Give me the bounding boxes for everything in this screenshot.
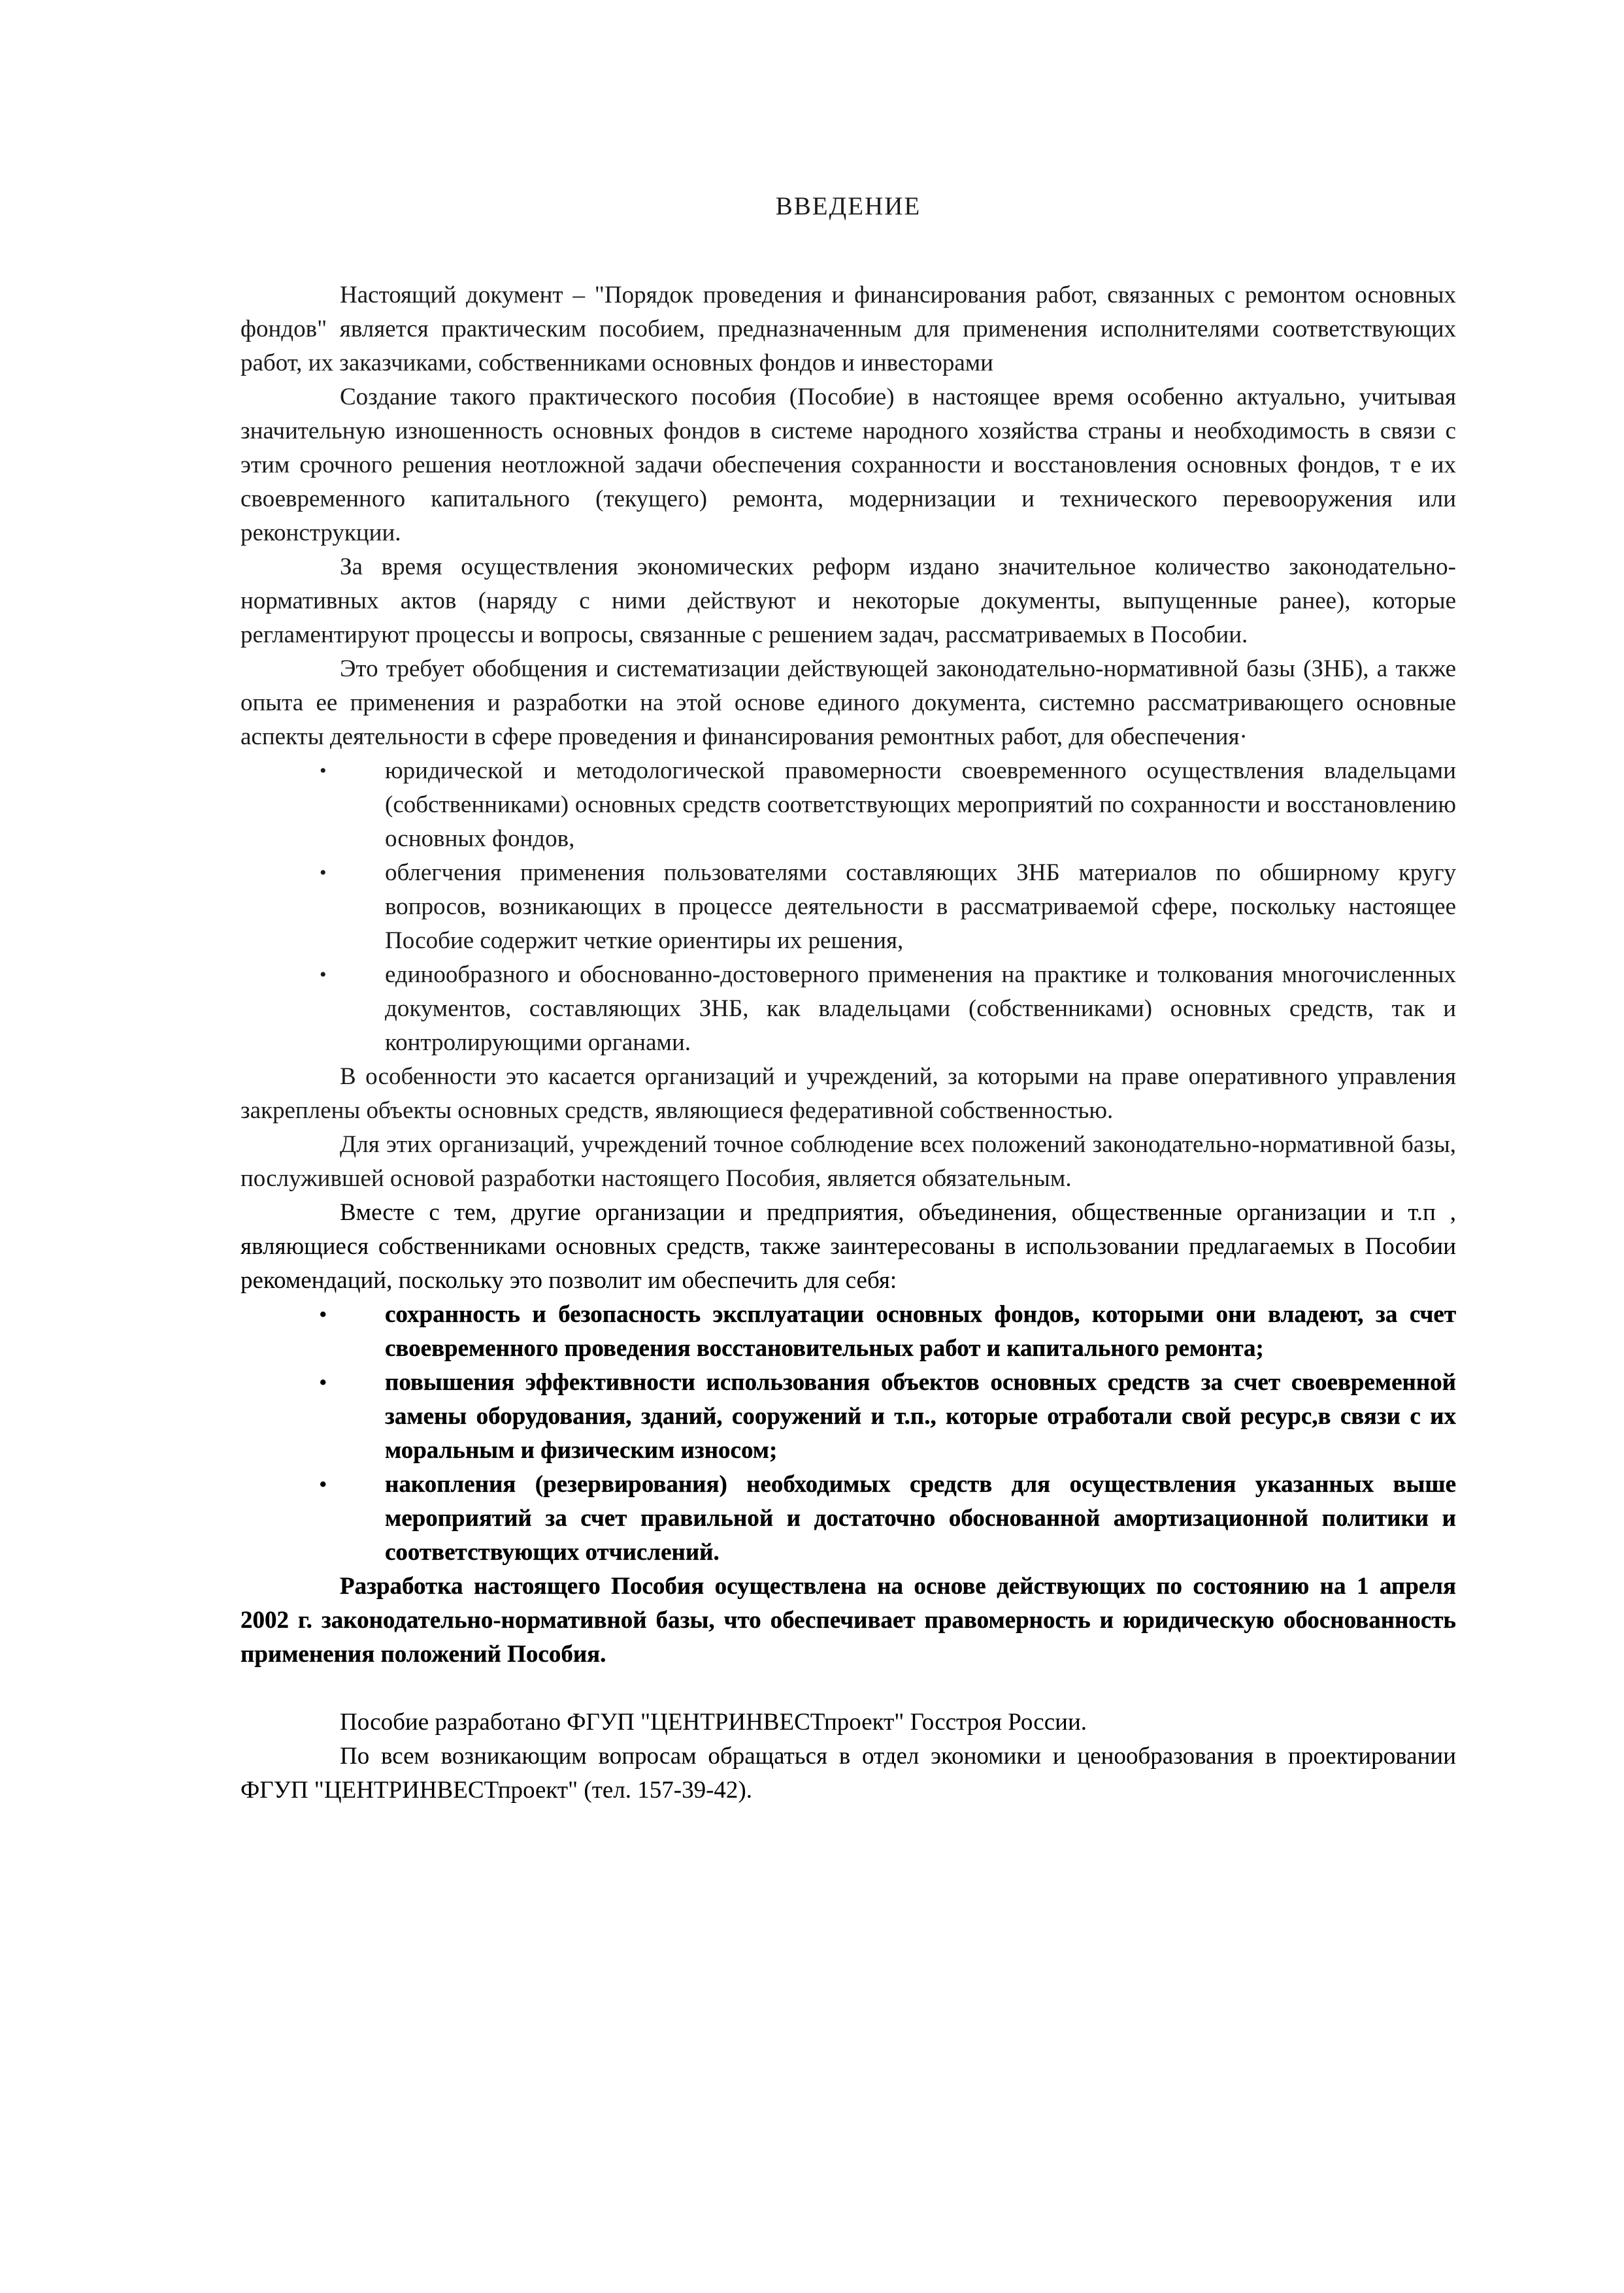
paragraph-developer: Пособие разработано ФГУП "ЦЕНТРИНВЕСТпроект" Госстроя России. <box>340 1709 1087 1736</box>
paragraph-relevance: Создание такого практического пособия (Пособие) в настоящее время особенно актуально, учитывая значительную изношенность основных фондов в системе народного хозяйства страны и необходимость в связи с этим срочного решения неотложной задачи обеспечения сохранности и восстановления основных фондов, т е их своевременного капитального (текущего) ремонта, модернизации и технического перевооружения или реконструкции. <box>240 384 1456 546</box>
list-item <box>320 958 1456 1060</box>
list-item <box>320 1468 1456 1570</box>
bullet-icon: • <box>320 862 327 883</box>
paragraph-basis: Разработка настоящего Пособия осуществлена на основе действующих по состоянию на 1 апреля 2002 г. законодательно-нормативной базы, что обеспечивает правомерность и юридическую обоснованность применения положений Пособия. <box>240 1573 1456 1668</box>
paragraph-systematization: Это требует обобщения и систематизации действующей законодательно-нормативной базы (ЗНБ), а также опыта ее применения и разработки на этой основе единого документа, системно рассматривающего основные аспекты деятельности в сфере проведения и финансирования ремонтных работ, для обеспечения· <box>240 655 1456 750</box>
list-item <box>320 754 1456 856</box>
benefits-list <box>240 1298 1456 1570</box>
list-item-text: повышения эффективности использования объектов основных средств за счет своевременной замены оборудования, зданий, сооружений и т.п., которые отработали свой ресурс,в связи с их моральным и физическим износом; <box>385 1369 1456 1464</box>
list-item-text: облегчения применения пользователями составляющих ЗНБ материалов по обширному кругу вопросов, возникающих в процессе деятельности в рассматриваемой сфере, поскольку настоящее Пособие содержит четкие ориентиры их решения, <box>385 859 1456 954</box>
bullet-icon: • <box>320 1474 327 1495</box>
page-title: ВВЕДЕНИЕ <box>775 192 921 220</box>
paragraph-reforms: За время осуществления экономических реформ издано значительное количество законодательно-нормативных актов (наряду с ними действуют и некоторые документы, выпущенные ранее), которые регламентируют процессы и вопросы, связанные с решением задач, рассматриваемых в Пособии. <box>240 553 1456 648</box>
paragraph-others: Вместе с тем, другие организации и предприятия, объединения, общественные организации и т.п , являющиеся собственниками основных средств, также заинтересованы в использовании предлагаемых в Пособии рекомендаций, поскольку это позволит им обеспечить для себя: <box>240 1199 1456 1294</box>
list-item-text: единообразного и обоснованно-достоверного применения на практике и толкования многочисленных документов, составляющих ЗНБ, как владельцами (собственниками) основных средств, так и контролирующими органами. <box>385 961 1456 1056</box>
document-page <box>240 176 1456 1807</box>
list-item <box>320 1298 1456 1366</box>
bullet-icon: • <box>320 964 327 985</box>
paragraph-intro: Настоящий документ – "Порядок проведения и финансирования работ, связанных с ремонтом основных фондов" является практическим пособием, предназначенным для применения исполнителями соответствующих работ, их заказчиками, собственниками основных фондов и инвесторами <box>240 282 1456 376</box>
bullet-icon: • <box>320 1304 327 1325</box>
list-item-text: накопления (резервирования) необходимых средств для осуществления указанных выше мероприятий за счет правильной и достаточно обоснованной амортизационной политики и соответствующих отчислений. <box>385 1471 1456 1566</box>
goals-list <box>240 754 1456 1060</box>
spacer <box>240 1672 1456 1706</box>
paragraph-federal: В особенности это касается организаций и учреждений, за которыми на праве оперативного управления закреплены объекты основных средств, являющиеся федеративной собственностью. <box>240 1063 1456 1124</box>
list-item-text: сохранность и безопасность эксплуатации основных фондов, которыми они владеют, за счет своевременного проведения восстановительных работ и капитального ремонта; <box>385 1301 1456 1362</box>
bullet-icon: • <box>320 1372 327 1393</box>
list-item <box>320 856 1456 958</box>
paragraph-mandatory: Для этих организаций, учреждений точное соблюдение всех положений законодательно-нормативной базы, послужившей основой разработки настоящего Пособия, является обязательным. <box>240 1131 1456 1192</box>
bullet-icon: • <box>320 760 327 782</box>
paragraph-contact: По всем возникающим вопросам обращаться в отдел экономики и ценообразования в проектировании ФГУП "ЦЕНТРИНВЕСТпроект" (тел. 157-39-42). <box>240 1743 1456 1804</box>
list-item <box>320 1366 1456 1468</box>
list-item-text: юридической и методологической правомерности своевременного осуществления владельцами (собственниками) основных средств соответствующих мероприятий по сохранности и восстановлению основных фондов, <box>385 757 1456 852</box>
